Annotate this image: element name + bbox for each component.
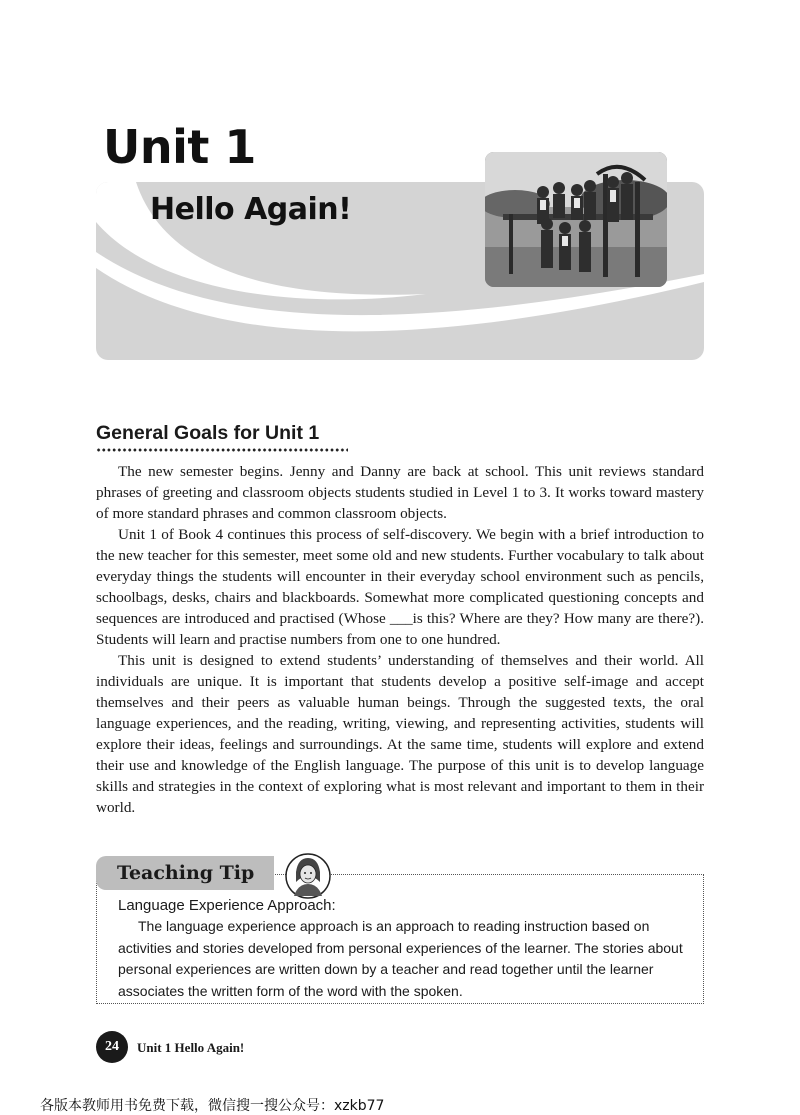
teacher-avatar-icon (284, 852, 332, 900)
unit-number: Unit 1 (103, 120, 256, 174)
unit-title: Hello Again! (150, 192, 352, 227)
group-photo-playground-icon (485, 152, 667, 287)
goals-body (96, 461, 704, 818)
download-watermark: 各版本教师用书免费下载，微信搜一搜公众号：xzkb77 (40, 1098, 385, 1114)
students-photo (485, 152, 667, 287)
teaching-tip-content (118, 895, 688, 1002)
heading-dotted-underline (96, 448, 348, 452)
paragraph: This unit is designed to extend students’ understanding of themselves and their world. All individuals are unique. It is important that students develop a positive self-image and accept themselves and their peers as valuable human beings. Through the suggested texts, the oral language experiences, and the reading, writing, viewing, and representing activities, students will explore their ideas, feelings and surroundings. At the same time, students will explore and extend their use and knowledge of the English language. The purpose of this unit is to develop language skills and strategies in the context of exploring what is most relevant and important to them in their world. (96, 652, 704, 816)
teaching-tip-label: Teaching Tip (117, 862, 255, 884)
paragraph: The new semester begins. Jenny and Danny are back at school. This unit reviews standard phrases of greeting and classroom objects students studied in Level 1 to 3. It works toward mastery of more standard phrases and common classroom objects. (96, 463, 704, 522)
paragraph: Unit 1 of Book 4 continues this process of self-discovery. We begin with a brief introduction to the new teacher for this semester, meet some old and new students. Further vocabulary to talk about everyday things the students will encounter in their everyday school environment such as pencils, schoolbags, desks, chairs and blackboards. Somewhat more complicated questioning concepts and sequences are introduced and practised (Whose ___is this? Where are they? How many are there?). Students will learn and practise numbers from one to one hundred. (96, 526, 704, 648)
teaching-tip-heading: Language Experience Approach: (118, 897, 336, 914)
running-head: Unit 1 Hello Again! (137, 1040, 245, 1055)
page-number: 24 (96, 1031, 128, 1063)
teaching-tip-body: The language experience approach is an approach to reading instruction based on activities and stories developed from personal experiences of the learner. The stories about personal experiences are written down by a teacher and read together until the learner associates the written form of the word with the spoken. (118, 918, 683, 999)
section-heading: General Goals for Unit 1 (96, 422, 320, 444)
